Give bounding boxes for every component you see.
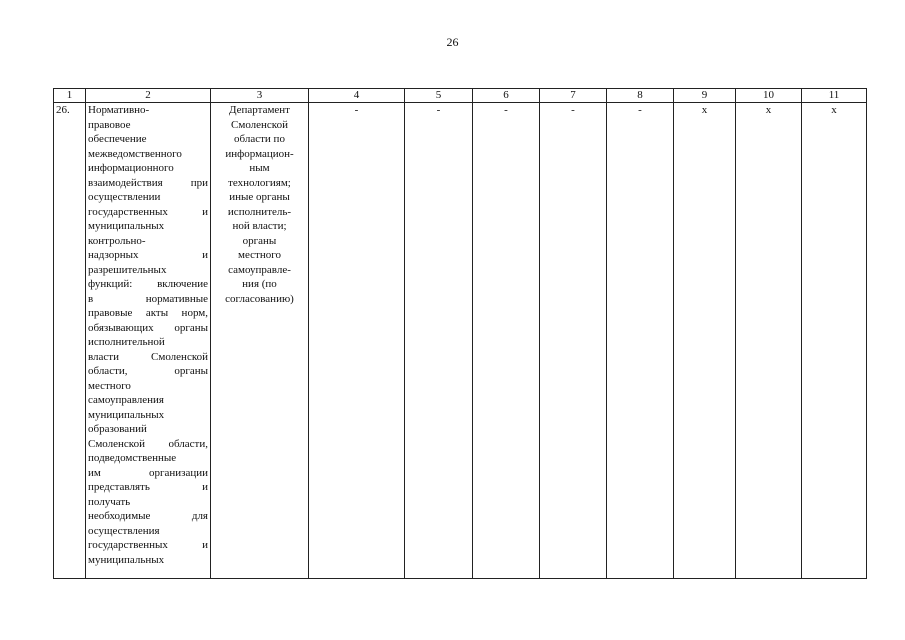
description-line: подведомственные: [88, 452, 177, 464]
value-cell: -: [405, 103, 473, 579]
responsible-line: области по: [234, 133, 285, 145]
header-cell: 11: [802, 89, 867, 103]
description-line: самоуправления: [88, 394, 164, 406]
description-line: муниципальных: [88, 553, 165, 566]
description-line: надзорных и: [88, 249, 208, 261]
description-line: государственных и: [88, 539, 208, 551]
description-line: местного: [88, 379, 131, 392]
description-line: осуществления: [88, 524, 160, 537]
data-table: [53, 88, 867, 579]
description-line: муниципальных: [88, 220, 165, 232]
description-line: образований: [88, 423, 147, 435]
header-row: [54, 89, 867, 103]
value-cell: -: [309, 103, 405, 579]
responsible-line: ной власти;: [232, 220, 287, 232]
description-line: правовые акты норм,: [88, 307, 208, 319]
responsible-line: информацион-: [225, 147, 294, 160]
row-description: [86, 103, 211, 579]
description-line: обязывающих органы: [88, 321, 208, 334]
description-line: муниципальных: [88, 408, 165, 421]
description-line: получать: [88, 495, 131, 508]
responsible-line: местного: [238, 249, 281, 261]
responsible-line: иные органы: [229, 191, 290, 203]
description-line: в нормативные: [88, 292, 208, 305]
responsible-line: Смоленской: [231, 118, 288, 131]
value-cell: -: [473, 103, 540, 579]
description-line: представлять и: [88, 481, 208, 493]
header-cell: 9: [674, 89, 736, 103]
header-cell: 2: [86, 89, 211, 103]
header-cell: 4: [309, 89, 405, 103]
row-responsible: [211, 103, 309, 579]
responsible-line: ния (по: [242, 278, 277, 290]
description-line: взаимодействия при: [88, 176, 208, 189]
description-line: им организации: [88, 466, 208, 479]
description-line: области, органы: [88, 365, 208, 377]
description-line: межведомственного: [88, 147, 182, 160]
value-cell: -: [540, 103, 607, 579]
header-cell: 1: [54, 89, 86, 103]
responsible-line: согласованию): [225, 292, 294, 305]
responsible-line: ным: [249, 162, 270, 174]
responsible-line: самоуправле-: [228, 263, 291, 276]
table-row: [54, 103, 867, 579]
header-cell: 10: [736, 89, 802, 103]
responsible-line: исполнитель-: [227, 205, 292, 218]
description-line: Смоленской области,: [88, 437, 208, 450]
description-line: обеспечение: [88, 133, 147, 145]
responsible-line: органы: [242, 234, 277, 247]
description-line: власти Смоленской: [88, 350, 208, 363]
description-line: правовое: [88, 118, 131, 131]
header-cell: 8: [607, 89, 674, 103]
description-line: осуществлении: [88, 191, 161, 203]
description-line: функций: включение: [88, 278, 208, 290]
row-number: 26.: [54, 103, 86, 579]
value-cell: х: [736, 103, 802, 579]
description-line: контрольно-: [88, 234, 146, 247]
responsible-line: Департамент: [228, 104, 290, 116]
description-line: разрешительных: [88, 263, 167, 276]
description-line: исполнительной: [88, 336, 165, 348]
description-line: государственных и: [88, 205, 208, 218]
header-cell: 5: [405, 89, 473, 103]
responsible-line: технологиям;: [228, 176, 291, 189]
page-number: 26: [446, 35, 459, 49]
header-cell: 6: [473, 89, 540, 103]
description-line: информационного: [88, 162, 174, 174]
value-cell: -: [607, 103, 674, 579]
description-line: Нормативно-: [88, 104, 150, 116]
header-cell: 3: [211, 89, 309, 103]
header-cell: 7: [540, 89, 607, 103]
description-line: необходимые для: [88, 510, 208, 522]
value-cell: х: [802, 103, 867, 579]
value-cell: х: [674, 103, 736, 579]
